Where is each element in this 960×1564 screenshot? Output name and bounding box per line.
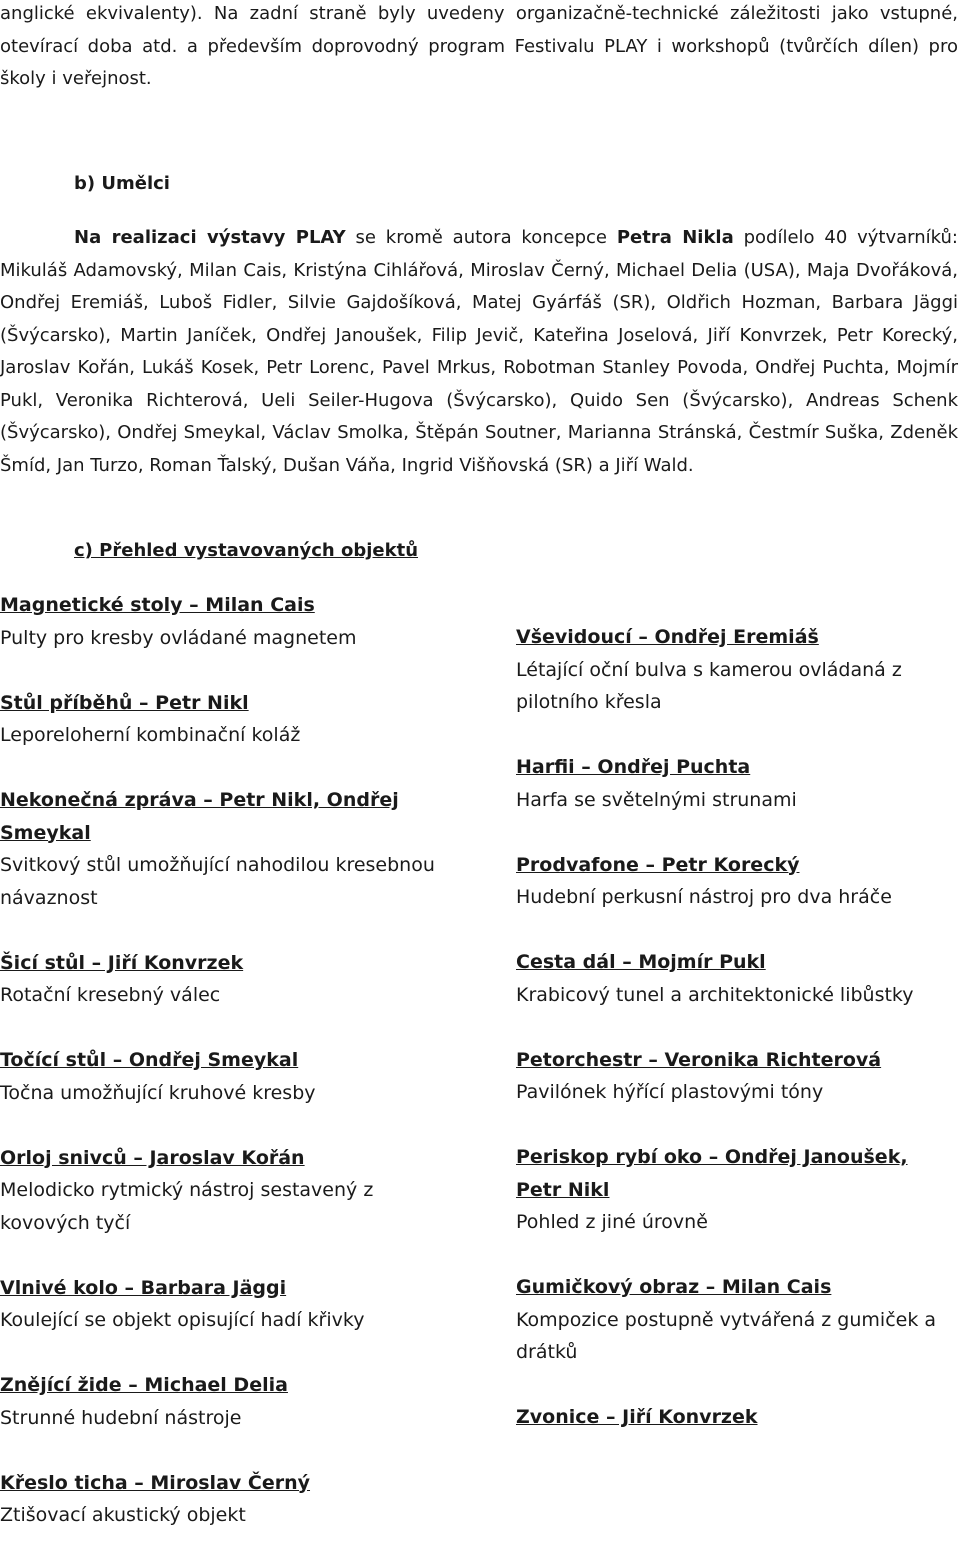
object-title: Šicí stůl – Jiří Konvrzek: [0, 951, 244, 974]
object-description: Svitkový stůl umožňující nahodilou kresebnou návaznost: [0, 854, 435, 909]
object-title: Cesta dál – Mojmír Pukl: [516, 951, 766, 973]
object-item: [516, 1401, 946, 1434]
object-item: [516, 946, 946, 1011]
object-title: Periskop rybí oko – Ondřej Janoušek, Petr Nikl: [516, 1146, 908, 1201]
artists-lead-name: Petra Nikla: [616, 227, 734, 248]
object-item: [0, 1467, 440, 1532]
object-description: Pavilónek hýřící plastovými tóny: [516, 1081, 824, 1103]
object-description: Točna umožňující kruhové kresby: [0, 1081, 316, 1104]
object-description: Létající oční bulva s kamerou ovládaná z pilotního křesla: [516, 658, 902, 713]
object-title: Zvonice – Jiří Konvrzek: [516, 1406, 758, 1428]
objects-right-column: [516, 621, 946, 1466]
objects-heading: c) Přehled vystavovaných objektů: [74, 540, 419, 561]
object-description: Melodicko rytmický nástroj sestavený z kovových tyčí: [0, 1179, 374, 1234]
object-title: Petorchestr – Veronika Richterová: [516, 1048, 882, 1071]
object-item: [0, 1272, 440, 1337]
object-title: Orloj snivců – Jaroslav Kořán: [0, 1146, 305, 1169]
objects-left-column: [0, 589, 440, 1564]
object-item: [0, 1142, 440, 1240]
object-title: Nekonečná zpráva – Petr Nikl, Ondřej Smeykal: [0, 789, 399, 844]
object-description: Rotační kresebný válec: [0, 984, 221, 1006]
object-item: [516, 1141, 946, 1239]
object-description: Pulty pro kresby ovládané magnetem: [0, 626, 357, 649]
artists-lead-bold: Na realizaci výstavy PLAY: [74, 227, 346, 248]
object-description: Hudební perkusní nástroj pro dva hráče: [516, 886, 892, 908]
object-item: [516, 621, 946, 719]
object-item: [0, 687, 440, 752]
object-title: Gumičkový obraz – Milan Cais: [516, 1276, 832, 1298]
object-title: Stůl příběhů – Petr Nikl: [0, 691, 249, 714]
object-item: [516, 1271, 946, 1369]
object-description: Harfa se světelnými strunami: [516, 788, 797, 811]
object-description: Strunné hudební nástroje: [0, 1406, 242, 1429]
object-description: Leporeloherní kombinační koláž: [0, 724, 301, 746]
object-item: [0, 589, 440, 654]
object-title: Prodvafone – Petr Korecký: [516, 853, 800, 876]
object-item: [516, 1044, 946, 1109]
intro-paragraph: anglické ekvivalenty). Na zadní straně byly uvedeny organizačně-technické záležitosti jako vstupné, otevírací doba atd. a především doprovodný program Festivalu PLAY i workshopů (tvůrčích dílen) pro školy i veřejnost.: [0, 3, 958, 89]
object-item: [0, 1044, 440, 1109]
object-title: Znějící žide – Michael Delia: [0, 1374, 288, 1396]
object-title: Vlnivé kolo – Barbara Jäggi: [0, 1276, 287, 1299]
object-title: Vševidoucí – Ondřej Eremiáš: [516, 626, 819, 648]
artists-lead-mid: se kromě autora koncepce: [345, 227, 617, 248]
object-item: [516, 849, 946, 914]
object-description: Kompozice postupně vytvářená z gumiček a drátků: [516, 1308, 937, 1363]
object-description: Ztišovací akustický objekt: [0, 1504, 246, 1526]
artists-heading: b) Umělci: [74, 173, 170, 194]
object-description: Krabicový tunel a architektonické libůstky: [516, 983, 914, 1006]
object-item: [516, 751, 946, 816]
object-description: Pohled z jiné úrovně: [516, 1211, 708, 1233]
object-title: Točící stůl – Ondřej Smeykal: [0, 1049, 299, 1071]
artists-list: podílelo 40 výtvarníků: Mikuláš Adamovský, Milan Cais, Kristýna Cihlářová, Miroslav Černý, Michael Delia (USA), Maja Dvořáková, Ondřej Eremiáš, Luboš Fidler, Silvie Gajdošíková, Matej Gyárfáš (SR), Oldřich Hozman, Barbara Jäggi (Švýcarsko), Martin Janíček, Ondřej Janoušek, Filip Jevič, Kateřina Joselová, Jiří Konvrzek, Petr Korecký, Jaroslav Kořán, Lukáš Kosek, Petr Lorenc, Pavel Mrkus, Robotman Stanley Povoda, Ondřej Puchta, Mojmír Pukl, Veronika Richterová, Ueli Seiler-Hugova (Švýcarsko), Quido Sen (Švýcarsko), Andreas Schenk (Švýcarsko), Ondřej Smeykal, Václav Smolka, Štěpán Soutner, Marianna Stránská, Čestmír Suška, Zdeněk Šmíd, Jan Turzo, Roman Ťalský, Dušan Váňa, Ingrid Višňovská (SR) a Jiří Wald.: [0, 227, 958, 476]
artists-paragraph: [0, 222, 958, 482]
object-title: Harfii – Ondřej Puchta: [516, 756, 751, 778]
object-item: [0, 947, 440, 1012]
object-title: Křeslo ticha – Miroslav Černý: [0, 1471, 311, 1494]
object-item: [0, 1369, 440, 1434]
object-description: Koulející se objekt opisující hadí křivky: [0, 1309, 365, 1331]
object-title: Magnetické stoly – Milan Cais: [0, 594, 315, 616]
object-item: [0, 784, 440, 914]
